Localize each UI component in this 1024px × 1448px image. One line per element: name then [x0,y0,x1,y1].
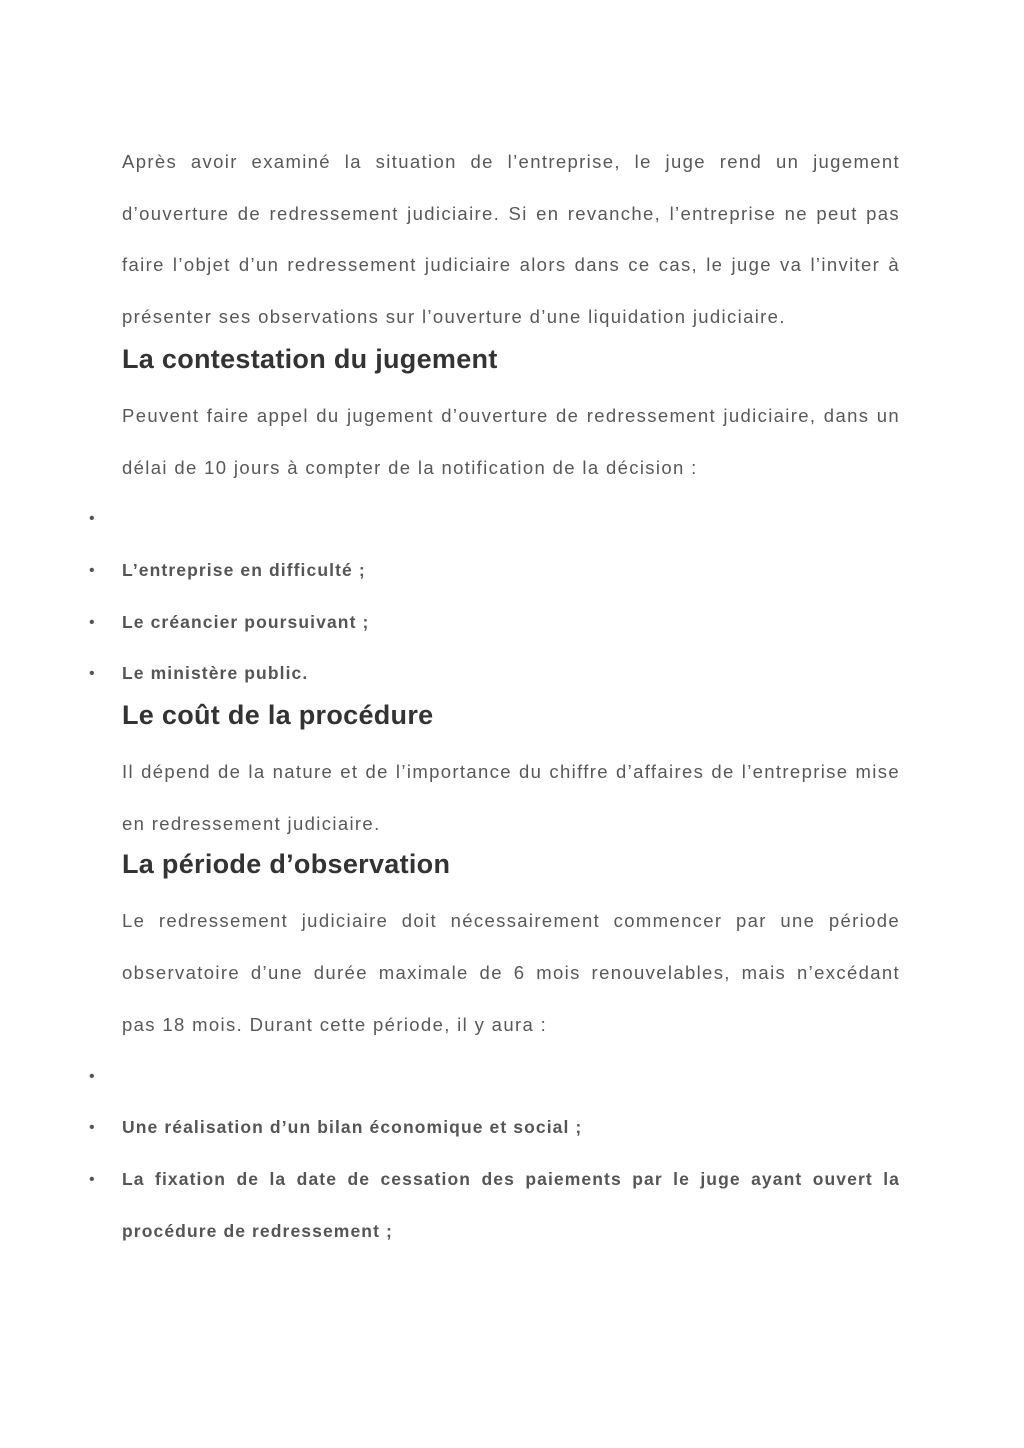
list-item [89,648,900,700]
list-item-text: Le créancier poursuivant ; [122,611,370,632]
cout-paragraph: Il dépend de la nature et de l’importance du chiffre d’affaires de l’entreprise mise en redressement judiciaire. [122,761,900,834]
heading-contestation: La contestation du jugement [122,343,498,374]
list-item-empty [89,493,900,545]
intro-paragraph: Après avoir examiné la situation de l’entreprise, le juge rend un jugement d’ouverture de redressement judiciaire. Si en revanche, l’entreprise ne peut pas faire l’objet d’un redressement judiciaire alors dans ce cas, le juge va l’inviter à présenter ses observations sur l’ouverture d’une liquidation judiciaire. [122,151,900,328]
bullet-icon: • [89,613,96,631]
list-item-text: La fixation de la date de cessation des paiements par le juge ayant ouvert la procédure de redressement ; [122,1168,900,1241]
list-item-empty [89,1051,900,1103]
bullet-icon: • [89,1067,96,1085]
list-item [89,1102,900,1154]
contestation-list [89,493,900,700]
list-item-text: Le ministère public. [122,663,309,684]
heading-cout: Le coût de la procédure [122,700,434,731]
bullet-icon: • [89,1170,96,1188]
periode-list [89,1051,900,1258]
list-item [89,1154,900,1257]
list-item [89,597,900,649]
bullet-icon: • [89,561,96,579]
contestation-paragraph: Peuvent faire appel du jugement d’ouverture de redressement judiciaire, dans un délai de 10 jours à compter de la notification de la décision : [122,404,900,478]
bullet-icon: • [89,1119,96,1137]
list-item-text: Une réalisation d’un bilan économique et social ; [122,1117,583,1138]
list-item-text: L’entreprise en difficulté ; [122,559,366,580]
list-item [89,545,900,597]
bullet-icon: • [89,665,96,683]
heading-periode: La période d’observation [122,849,451,880]
periode-paragraph: Le redressement judiciaire doit nécessairement commencer par une période observatoire d’une durée maximale de 6 mois renouvelables, mais n’excédant pas 18 mois. Durant cette période, il y aura : [122,910,900,1035]
document-page [89,136,900,1257]
bullet-icon: • [89,510,96,528]
